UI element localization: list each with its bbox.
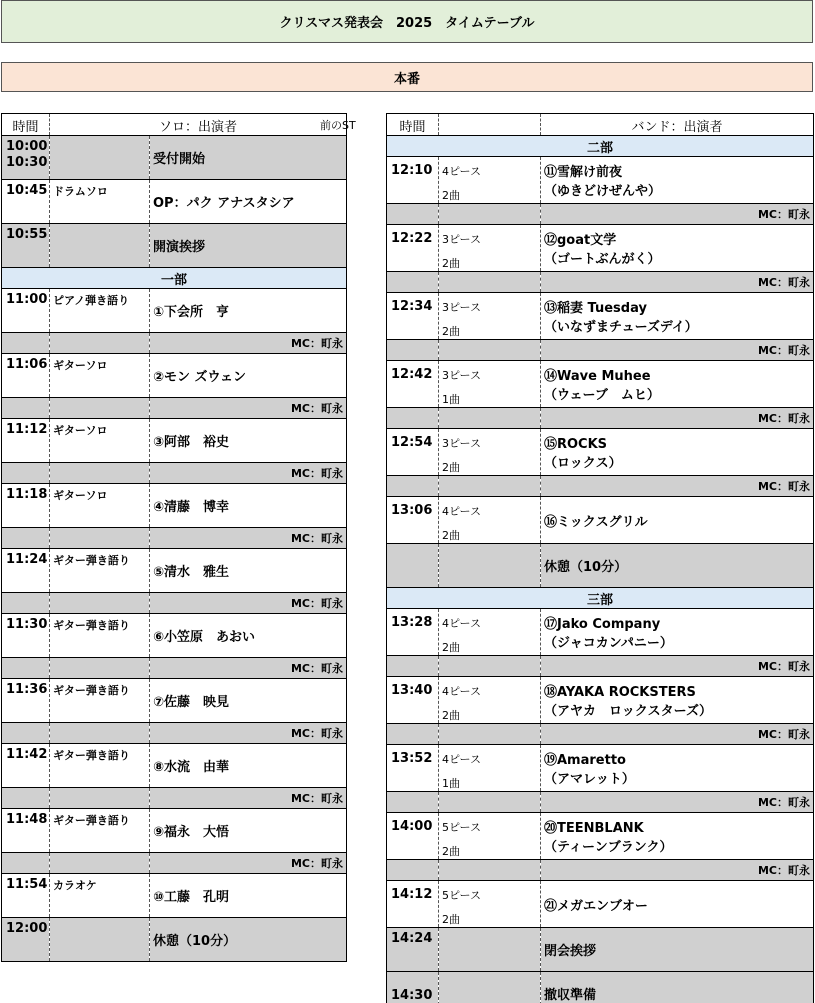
mc-spacer [387, 724, 439, 745]
table-header [387, 114, 814, 136]
table-row [387, 225, 814, 272]
time-cell: 13:40 [387, 677, 439, 724]
time-cell [2, 549, 50, 593]
songs-value: 2曲 [442, 257, 460, 270]
mc-row [387, 272, 814, 293]
table-row [387, 813, 814, 860]
time-cell [2, 614, 50, 658]
time-cell [2, 289, 50, 333]
header-pieces [439, 114, 541, 136]
songs-value: 1曲 [442, 393, 460, 406]
time-cell: 13:28 [387, 609, 439, 656]
category-cell [50, 918, 150, 962]
band-kana: （ティーンブランク） [544, 840, 673, 855]
mc-label: MC：町永 [150, 658, 347, 679]
mc-spacer [50, 658, 150, 679]
category-cell: ギターソロ [50, 419, 150, 463]
mc-spacer [387, 792, 439, 813]
time-cell [2, 136, 50, 180]
time-cell [2, 744, 50, 788]
pieces-value: 5ピース [442, 821, 482, 834]
performer-cell: ⑤清水 雅生 [150, 549, 347, 593]
time-cell [2, 419, 50, 463]
mc-row [2, 658, 347, 679]
mc-spacer [387, 272, 439, 293]
performer-cell: ⑦佐藤 映見 [150, 679, 347, 723]
category-cell: ギター弾き語り [50, 679, 150, 723]
category-cell: ギターソロ [50, 354, 150, 398]
mc-label: MC：町永 [150, 528, 347, 549]
time-value: 10:55 [6, 227, 48, 242]
time-value: 11:18 [6, 487, 48, 502]
pieces-cell [439, 745, 541, 792]
performer-cell: ⑩工藤 孔明 [150, 874, 347, 918]
band-name: ㉑メガエンブオー [544, 898, 648, 914]
mc-spacer [50, 463, 150, 484]
pieces-cell [439, 497, 541, 544]
performer-cell: ③阿部 裕史 [150, 419, 347, 463]
songs-value: 1曲 [442, 777, 460, 790]
mc-spacer [2, 398, 50, 419]
songs-value: 2曲 [442, 845, 460, 858]
songs-value: 2曲 [442, 529, 460, 542]
band-cell [541, 293, 814, 340]
band-cell [541, 544, 814, 588]
band-kana: （ゴートぶんがく） [544, 252, 661, 267]
table-row [2, 354, 347, 398]
band-cell [541, 429, 814, 476]
time-cell [2, 484, 50, 528]
section-header [387, 136, 814, 157]
header-time: 時間 [2, 114, 50, 136]
mc-label: MC：町永 [541, 860, 814, 881]
table-row [2, 180, 347, 224]
band-cell [541, 881, 814, 928]
category-cell: ギターソロ [50, 484, 150, 528]
mc-spacer [2, 853, 50, 874]
mc-row [2, 853, 347, 874]
category-cell: ギター弾き語り [50, 549, 150, 593]
mc-spacer [2, 723, 50, 744]
table-row [2, 224, 347, 268]
time-value: 11:48 [6, 812, 48, 827]
pieces-cell [439, 429, 541, 476]
category-cell: ピアノ弾き語り [50, 289, 150, 333]
header-performer: バンド：出演者 [541, 114, 814, 136]
band-kana: （ジャコカンパニー） [544, 636, 673, 651]
time-cell [2, 809, 50, 853]
time-value: 11:12 [6, 422, 48, 437]
mc-spacer [50, 788, 150, 809]
header-performer: ソロ：出演者 [50, 114, 347, 136]
mc-spacer [439, 724, 541, 745]
table-row [387, 677, 814, 724]
pieces-cell [439, 972, 541, 1003]
mc-spacer [50, 528, 150, 549]
band-cell [541, 497, 814, 544]
mc-spacer [439, 792, 541, 813]
mc-label: MC：町永 [150, 463, 347, 484]
table-row [2, 614, 347, 658]
mc-spacer [2, 333, 50, 354]
mc-row [387, 476, 814, 497]
table-row [387, 293, 814, 340]
table-row [387, 745, 814, 792]
time-value: 11:36 [6, 682, 48, 697]
time-cell: 12:22 [387, 225, 439, 272]
band-kana: （ウェーブ ムヒ） [544, 388, 660, 403]
band-kana: （アマレット） [544, 772, 635, 787]
songs-value: 2曲 [442, 913, 460, 926]
mc-row [387, 656, 814, 677]
pieces-value: 4ピース [442, 685, 482, 698]
category-cell: ギター弾き語り [50, 809, 150, 853]
mc-row [387, 340, 814, 361]
performer-cell: 開演挨拶 [150, 224, 347, 268]
mc-spacer [387, 656, 439, 677]
pieces-value: 3ピース [442, 369, 482, 382]
time-cell: 14:00 [387, 813, 439, 860]
table-row [2, 484, 347, 528]
performer-cell: 休憩（10分） [150, 918, 347, 962]
time-value: 11:54 [6, 877, 48, 892]
time-cell: 14:30 [387, 972, 439, 1003]
band-kana: （ゆきどけぜんや） [544, 184, 662, 199]
pieces-cell [439, 157, 541, 204]
mc-label: MC：町永 [541, 272, 814, 293]
time-cell [2, 354, 50, 398]
table-row [387, 609, 814, 656]
section-label: 二部 [387, 136, 814, 157]
pieces-cell [439, 544, 541, 588]
band-name: ⑰Jako Company [544, 617, 661, 632]
band-name: ⑮ROCKS [544, 437, 608, 452]
pieces-cell [439, 928, 541, 972]
mc-spacer [50, 398, 150, 419]
mc-label: MC：町永 [150, 853, 347, 874]
performer-cell: ⑨福永 大悟 [150, 809, 347, 853]
category-cell: ギター弾き語り [50, 744, 150, 788]
mc-spacer [439, 476, 541, 497]
mc-row [387, 408, 814, 429]
mc-spacer [387, 408, 439, 429]
band-cell [541, 745, 814, 792]
pieces-cell [439, 361, 541, 408]
header-note: 前のST [320, 119, 356, 132]
mc-spacer [387, 476, 439, 497]
time-value: 10:00 [6, 139, 48, 154]
pieces-cell [439, 813, 541, 860]
band-cell [541, 813, 814, 860]
mc-row [387, 204, 814, 225]
table-row [387, 881, 814, 928]
table-row [2, 874, 347, 918]
pieces-value: 4ピース [442, 753, 482, 766]
mc-row [2, 398, 347, 419]
mc-label: MC：町永 [150, 723, 347, 744]
time-cell [2, 874, 50, 918]
table-row [387, 361, 814, 408]
mc-spacer [439, 340, 541, 361]
mc-label: MC：町永 [541, 204, 814, 225]
mc-row [387, 792, 814, 813]
band-cell [541, 157, 814, 204]
pieces-value: 3ピース [442, 233, 482, 246]
mc-spacer [439, 272, 541, 293]
time-value: 10:45 [6, 183, 48, 198]
time-cell: 12:42 [387, 361, 439, 408]
mc-label: MC：町永 [541, 724, 814, 745]
songs-value: 2曲 [442, 461, 460, 474]
band-name: ⑪雪解け前夜 [544, 165, 623, 180]
mc-spacer [387, 340, 439, 361]
time-value: 11:00 [6, 292, 48, 307]
band-name: ⑳TEENBLANK [544, 821, 644, 836]
band-name: ⑭Wave Muhee [544, 369, 651, 384]
mc-label: MC：町永 [150, 398, 347, 419]
category-cell: ドラムソロ [50, 180, 150, 224]
performer-cell: ⑧水流 由華 [150, 744, 347, 788]
table-row [2, 809, 347, 853]
pieces-value: 3ピース [442, 437, 482, 450]
performer-cell: 受付開始 [150, 136, 347, 180]
section-banner-main: 本番 [1, 62, 813, 92]
performer-cell: ①下会所 亨 [150, 289, 347, 333]
band-name: ⑲Amaretto [544, 753, 626, 768]
time-value: 11:06 [6, 357, 48, 372]
table-row [387, 972, 814, 1003]
category-cell: カラオケ [50, 874, 150, 918]
songs-value: 2曲 [442, 709, 460, 722]
songs-value: 2曲 [442, 641, 460, 654]
band-cell [541, 972, 814, 1003]
table-row [387, 544, 814, 588]
band-name: 休憩（10分） [544, 560, 628, 575]
category-cell [50, 136, 150, 180]
mc-spacer [439, 408, 541, 429]
table-header [2, 114, 347, 136]
pieces-value: 4ピース [442, 165, 482, 178]
page-title: クリスマス発表会 2025 タイムテーブル [1, 0, 813, 43]
mc-label: MC：町永 [541, 476, 814, 497]
pieces-value: 5ピース [442, 889, 482, 902]
section-header [387, 588, 814, 609]
band-timetable [386, 113, 814, 1003]
table-row [2, 679, 347, 723]
band-name: 撤収準備 [544, 988, 597, 1003]
time-cell: 14:12 [387, 881, 439, 928]
band-name: ⑱AYAKA ROCKSTERS [544, 685, 696, 700]
band-kana: （いなずまチューズデイ） [544, 320, 698, 335]
time-cell [2, 180, 50, 224]
mc-row [2, 593, 347, 614]
band-kana: （アヤカ ロックスターズ） [544, 704, 712, 719]
performer-cell: ⑥小笠原 あおい [150, 614, 347, 658]
time-value-end: 10:30 [6, 155, 48, 170]
band-kana: （ロックス） [544, 456, 622, 471]
mc-spacer [2, 528, 50, 549]
table-row [2, 419, 347, 463]
performer-cell: ④清藤 博幸 [150, 484, 347, 528]
mc-spacer [50, 853, 150, 874]
mc-label: MC：町永 [150, 788, 347, 809]
mc-label: MC：町永 [150, 333, 347, 354]
mc-row [387, 724, 814, 745]
mc-spacer [2, 593, 50, 614]
table-row [387, 157, 814, 204]
time-value: 11:30 [6, 617, 48, 632]
time-cell: 13:52 [387, 745, 439, 792]
mc-row [2, 463, 347, 484]
band-name: ⑯ミックスグリル [544, 514, 648, 530]
mc-spacer [439, 656, 541, 677]
mc-spacer [439, 204, 541, 225]
performer-cell: ②モン ズウェン [150, 354, 347, 398]
category-cell [50, 224, 150, 268]
mc-spacer [2, 788, 50, 809]
pieces-value: 4ピース [442, 617, 482, 630]
band-cell [541, 609, 814, 656]
mc-label: MC：町永 [541, 792, 814, 813]
pieces-cell [439, 609, 541, 656]
table-row [2, 744, 347, 788]
mc-spacer [50, 593, 150, 614]
time-cell [387, 544, 439, 588]
time-cell: 14:24 [387, 928, 439, 972]
mc-label: MC：町永 [541, 656, 814, 677]
band-cell [541, 225, 814, 272]
table-row [2, 289, 347, 333]
category-cell: ギター弾き語り [50, 614, 150, 658]
mc-row [2, 333, 347, 354]
solo-timetable [1, 113, 347, 962]
section-header [2, 268, 347, 289]
time-cell: 12:10 [387, 157, 439, 204]
time-cell: 12:54 [387, 429, 439, 476]
mc-row [2, 788, 347, 809]
table-row [2, 136, 347, 180]
table-row [387, 928, 814, 972]
pieces-cell [439, 225, 541, 272]
songs-value: 2曲 [442, 189, 460, 202]
time-cell [2, 679, 50, 723]
time-value: 11:42 [6, 747, 48, 762]
time-value: 12:00 [6, 921, 48, 936]
performer-cell: OP：パク アナスタシア [150, 180, 347, 224]
mc-spacer [439, 860, 541, 881]
band-cell [541, 361, 814, 408]
mc-spacer [50, 723, 150, 744]
table-row [2, 918, 347, 962]
mc-label: MC：町永 [541, 408, 814, 429]
time-cell: 12:34 [387, 293, 439, 340]
band-name: ⑬稲妻 Tuesday [544, 301, 647, 316]
mc-spacer [2, 658, 50, 679]
mc-label: MC：町永 [150, 593, 347, 614]
band-name: 閉会挨拶 [544, 944, 597, 959]
time-value: 11:24 [6, 552, 48, 567]
mc-spacer [2, 463, 50, 484]
section-label: 一部 [2, 268, 347, 289]
pieces-cell [439, 881, 541, 928]
time-cell [2, 224, 50, 268]
mc-spacer [387, 860, 439, 881]
pieces-value: 3ピース [442, 301, 482, 314]
table-row [2, 549, 347, 593]
mc-spacer [50, 333, 150, 354]
mc-row [2, 723, 347, 744]
band-cell [541, 928, 814, 972]
pieces-value: 4ピース [442, 505, 482, 518]
mc-row [387, 860, 814, 881]
header-time: 時間 [387, 114, 439, 136]
section-label: 三部 [387, 588, 814, 609]
time-cell: 13:06 [387, 497, 439, 544]
mc-row [2, 528, 347, 549]
time-cell [2, 918, 50, 962]
songs-value: 2曲 [442, 325, 460, 338]
mc-spacer [387, 204, 439, 225]
band-cell [541, 677, 814, 724]
pieces-cell [439, 293, 541, 340]
table-row [387, 429, 814, 476]
mc-label: MC：町永 [541, 340, 814, 361]
table-row [387, 497, 814, 544]
pieces-cell [439, 677, 541, 724]
band-name: ⑫goat文学 [544, 233, 617, 248]
